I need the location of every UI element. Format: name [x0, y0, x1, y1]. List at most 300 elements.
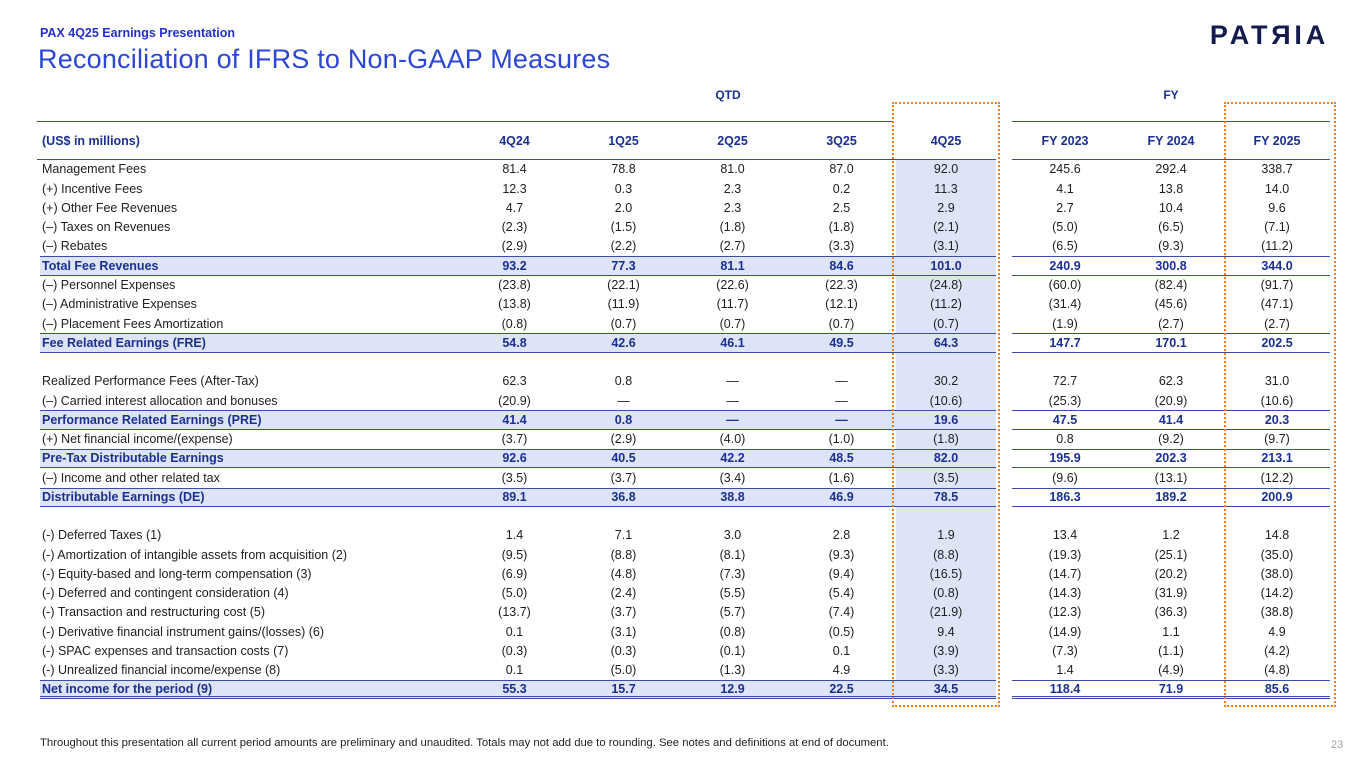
- value-cell: 87.0: [829, 162, 854, 177]
- value-cell: (10.6): [896, 391, 996, 410]
- value-cell: (13.1): [1154, 470, 1188, 485]
- value-cell: —: [835, 412, 848, 427]
- value-cell: (5.5): [719, 586, 746, 601]
- value-cell: (9.5): [501, 547, 528, 562]
- value-cell: 202.5: [1261, 335, 1293, 350]
- value-cell: 46.9: [829, 489, 854, 504]
- value-cell: —: [835, 374, 848, 389]
- column-gap: [996, 199, 1012, 218]
- value-cell: 0.8: [614, 412, 633, 427]
- value-cell: 40.5: [611, 451, 636, 466]
- value-cell: [896, 353, 996, 372]
- value-cell: (3.1): [896, 237, 996, 256]
- value-cell: 300.8: [1155, 258, 1187, 273]
- value-cell: (16.5): [896, 565, 996, 584]
- value-cell: (7.1): [1264, 220, 1290, 235]
- value-cell: (9.7): [1264, 432, 1290, 447]
- column-gap: [996, 526, 1012, 545]
- value-cell: (0.7): [610, 316, 637, 331]
- value-cell: 1.4: [1056, 663, 1074, 678]
- value-cell: (1.6): [828, 470, 855, 485]
- value-cell: (20.9): [498, 393, 531, 408]
- value-cell: (3.3): [828, 239, 855, 254]
- value-cell: (9.2): [1158, 432, 1184, 447]
- value-cell: 186.3: [1049, 489, 1081, 504]
- value-cell: (0.3): [610, 644, 637, 659]
- value-cell: 84.6: [829, 258, 854, 273]
- value-cell: (12.3): [1048, 605, 1082, 620]
- value-cell: (36.3): [1154, 605, 1188, 620]
- table-row: [40, 276, 1330, 295]
- column-gap: [996, 237, 1012, 256]
- group-header-fy: FY: [1163, 88, 1179, 102]
- value-cell: (8.1): [719, 547, 746, 562]
- column-header: 3Q25: [826, 134, 857, 148]
- value-cell: (5.0): [610, 663, 637, 678]
- value-cell: (0.1): [719, 644, 746, 659]
- column-gap: [996, 276, 1012, 295]
- value-cell: (82.4): [1154, 277, 1188, 292]
- value-cell: 292.4: [1155, 162, 1187, 177]
- row-label: (-) Transaction and restructuring cost (5): [42, 605, 265, 620]
- value-cell: (22.1): [607, 277, 640, 292]
- value-cell: 240.9: [1049, 258, 1081, 273]
- value-cell: 0.1: [505, 624, 524, 639]
- value-cell: 7.1: [614, 528, 633, 543]
- value-cell: 2.7: [1056, 200, 1074, 215]
- spacer-row: [40, 507, 1330, 526]
- value-cell: (2.9): [610, 432, 637, 447]
- table-row: [40, 584, 1330, 603]
- column-gap: [996, 430, 1012, 449]
- value-cell: 49.5: [829, 335, 854, 350]
- column-gap: [996, 642, 1012, 661]
- value-cell: 2.0: [614, 200, 633, 215]
- value-cell: 14.8: [1264, 528, 1290, 543]
- value-cell: 41.4: [502, 412, 527, 427]
- value-cell: 101.0: [896, 257, 996, 274]
- value-cell: (11.9): [607, 297, 640, 312]
- value-cell: (3.5): [501, 470, 528, 485]
- value-cell: 48.5: [829, 451, 854, 466]
- value-cell: 30.2: [896, 372, 996, 391]
- value-cell: 147.7: [1049, 335, 1081, 350]
- table-row: [40, 314, 1330, 333]
- value-cell: —: [726, 374, 739, 389]
- value-cell: (3.4): [719, 470, 746, 485]
- value-cell: (21.9): [896, 603, 996, 622]
- value-cell: (8.8): [896, 545, 996, 564]
- value-cell: (0.7): [828, 316, 855, 331]
- value-cell: 42.6: [611, 335, 636, 350]
- value-cell: (24.8): [896, 276, 996, 295]
- table-row: [40, 622, 1330, 641]
- value-cell: (22.6): [716, 277, 749, 292]
- column-header: 4Q25: [930, 134, 962, 148]
- row-label: Performance Related Earnings (PRE): [42, 412, 262, 427]
- disclaimer-text: Throughout this presentation all current period amounts are preliminary and unaudited. Totals may not add due to rounding. See notes and definitions at end of document.: [40, 737, 889, 749]
- value-cell: 20.3: [1264, 412, 1290, 427]
- value-cell: 78.5: [896, 489, 996, 506]
- value-cell: (12.1): [825, 297, 858, 312]
- value-cell: (23.8): [498, 277, 531, 292]
- column-header: 1Q25: [608, 134, 639, 148]
- table-row: [40, 372, 1330, 391]
- column-gap: [996, 333, 1012, 352]
- column-gap: [996, 160, 1012, 179]
- value-cell: 4.9: [832, 663, 851, 678]
- column-gap: [996, 179, 1012, 198]
- value-cell: (11.2): [896, 295, 996, 314]
- value-cell: 12.3: [502, 181, 527, 196]
- value-cell: —: [726, 412, 739, 427]
- value-cell: (2.2): [610, 239, 637, 254]
- value-cell: (1.8): [896, 430, 996, 449]
- table-row: [40, 526, 1330, 545]
- value-cell: 0.1: [505, 663, 524, 678]
- column-header: FY 2023: [1041, 134, 1089, 148]
- value-cell: 195.9: [1049, 451, 1081, 466]
- value-cell: (6.5): [1052, 239, 1078, 254]
- table-row: [40, 661, 1330, 680]
- row-label: (-) Derivative financial instrument gains/(losses) (6): [42, 624, 325, 639]
- value-cell: 41.4: [1158, 412, 1184, 427]
- table-row: [40, 565, 1330, 584]
- value-cell: (9.6): [1052, 470, 1078, 485]
- column-gap: [996, 295, 1012, 314]
- value-cell: 3.0: [723, 528, 742, 543]
- column-gap: [996, 680, 1012, 699]
- column-gap: [996, 314, 1012, 333]
- row-label: (–) Carried interest allocation and bonuses: [42, 393, 278, 408]
- row-label: Fee Related Earnings (FRE): [42, 335, 206, 350]
- value-cell: (2.4): [610, 586, 637, 601]
- value-cell: (1.3): [719, 663, 746, 678]
- value-cell: (10.6): [1260, 393, 1294, 408]
- value-cell: 81.0: [720, 162, 745, 177]
- value-cell: (14.3): [1048, 586, 1082, 601]
- value-cell: (1.0): [828, 432, 855, 447]
- value-cell: 77.3: [611, 258, 636, 273]
- value-cell: 213.1: [1261, 451, 1293, 466]
- column-gap: [996, 603, 1012, 622]
- unit-label: (US$ in millions): [42, 134, 140, 148]
- row-label: Distributable Earnings (DE): [42, 489, 205, 504]
- value-cell: (3.7): [610, 605, 637, 620]
- column-gap: [996, 391, 1012, 410]
- value-cell: (8.8): [610, 547, 637, 562]
- value-cell: (9.4): [828, 566, 855, 581]
- table-row: [40, 237, 1330, 256]
- value-cell: (11.2): [1261, 239, 1293, 254]
- row-label: Total Fee Revenues: [42, 258, 159, 273]
- column-gap: [996, 584, 1012, 603]
- value-cell: (1.8): [828, 220, 855, 235]
- row-label: (–) Income and other related tax: [42, 470, 220, 485]
- value-cell: 81.1: [720, 258, 745, 273]
- table-row: [40, 391, 1330, 410]
- reconciliation-table: [40, 160, 1330, 699]
- row-label: (-) Amortization of intangible assets from acquisition (2): [42, 547, 347, 562]
- value-cell: 10.4: [1158, 200, 1184, 215]
- value-cell: 13.8: [1158, 181, 1184, 196]
- value-cell: 93.2: [502, 258, 527, 273]
- column-gap: [996, 468, 1012, 487]
- column-gap: [996, 449, 1012, 468]
- value-cell: (6.9): [501, 566, 528, 581]
- table-row: [40, 199, 1330, 218]
- table-row: [40, 218, 1330, 237]
- value-cell: (2.7): [719, 239, 746, 254]
- table-row: [40, 160, 1330, 179]
- value-cell: 34.5: [896, 681, 996, 696]
- column-header: FY 2024: [1147, 134, 1195, 148]
- value-cell: (2.7): [1158, 316, 1184, 331]
- value-cell: (31.4): [1048, 297, 1082, 312]
- value-cell: (6.5): [1158, 220, 1184, 235]
- value-cell: (0.7): [719, 316, 746, 331]
- value-cell: 0.2: [832, 181, 851, 196]
- table-row: [40, 410, 1330, 429]
- value-cell: (2.9): [501, 239, 528, 254]
- row-label: (–) Rebates: [42, 239, 108, 254]
- column-gap: [996, 507, 1012, 526]
- value-cell: (11.7): [716, 297, 749, 312]
- table-row: [40, 488, 1330, 507]
- row-label: (+) Incentive Fees: [42, 181, 143, 196]
- value-cell: (2.7): [1264, 316, 1290, 331]
- table-row: [40, 449, 1330, 468]
- row-label: (–) Taxes on Revenues: [42, 220, 171, 235]
- value-cell: 14.0: [1264, 181, 1290, 196]
- page-number: 23: [1331, 739, 1344, 751]
- value-cell: 31.0: [1264, 374, 1290, 389]
- value-cell: (13.8): [498, 297, 531, 312]
- value-cell: (2.1): [896, 218, 996, 237]
- slide-title: Reconciliation of IFRS to Non-GAAP Measures: [38, 44, 611, 74]
- table-row: [40, 333, 1330, 352]
- value-cell: 71.9: [1158, 681, 1184, 696]
- value-cell: (14.2): [1260, 586, 1294, 601]
- value-cell: (5.0): [501, 586, 528, 601]
- value-cell: (4.2): [1264, 644, 1290, 659]
- row-label: (–) Administrative Expenses: [42, 297, 197, 312]
- value-cell: —: [835, 393, 848, 408]
- value-cell: (3.3): [896, 661, 996, 680]
- value-cell: (0.8): [719, 624, 746, 639]
- column-header: 4Q24: [499, 134, 530, 148]
- value-cell: 46.1: [720, 335, 745, 350]
- value-cell: [896, 507, 996, 526]
- value-cell: —: [617, 393, 630, 408]
- column-gap: [996, 372, 1012, 391]
- value-cell: (60.0): [1048, 277, 1082, 292]
- value-cell: 118.4: [1049, 681, 1081, 696]
- value-cell: 9.6: [1268, 200, 1286, 215]
- value-cell: (25.1): [1154, 547, 1188, 562]
- row-label: (+) Other Fee Revenues: [42, 200, 178, 215]
- value-cell: (47.1): [1260, 297, 1294, 312]
- value-cell: 2.5: [832, 200, 851, 215]
- row-label: (-) Deferred Taxes (1): [42, 528, 162, 543]
- value-cell: 1.9: [896, 526, 996, 545]
- value-cell: (5.7): [719, 605, 746, 620]
- value-cell: (2.3): [501, 220, 528, 235]
- value-cell: —: [726, 393, 739, 408]
- value-cell: 92.6: [502, 451, 527, 466]
- value-cell: (3.5): [896, 468, 996, 487]
- row-label: (–) Placement Fees Amortization: [42, 316, 224, 331]
- group-header-qtd: QTD: [715, 88, 741, 102]
- value-cell: (3.1): [610, 624, 637, 639]
- patria-logo: PATЯIA: [1209, 20, 1329, 50]
- value-cell: (0.5): [828, 624, 855, 639]
- value-cell: 0.8: [614, 374, 633, 389]
- value-cell: (7.3): [719, 566, 746, 581]
- value-cell: 38.8: [720, 489, 745, 504]
- value-cell: (45.6): [1154, 297, 1188, 312]
- value-cell: 55.3: [502, 681, 527, 696]
- value-cell: 72.7: [1052, 374, 1078, 389]
- row-label: (-) Equity-based and long-term compensation (3): [42, 566, 312, 581]
- value-cell: 85.6: [1264, 681, 1290, 696]
- value-cell: (9.3): [1158, 239, 1184, 254]
- value-cell: 62.3: [1158, 374, 1184, 389]
- column-header: 2Q25: [717, 134, 748, 148]
- column-header-row: [40, 123, 1330, 159]
- value-cell: (38.0): [1260, 566, 1294, 581]
- column-gap: [996, 545, 1012, 564]
- value-cell: (20.2): [1154, 566, 1188, 581]
- row-label: (-) SPAC expenses and transaction costs (7): [42, 644, 289, 659]
- column-gap: [996, 353, 1012, 372]
- value-cell: (91.7): [1260, 277, 1294, 292]
- value-cell: (14.9): [1048, 624, 1082, 639]
- value-cell: 2.3: [723, 200, 742, 215]
- value-cell: 9.4: [896, 622, 996, 641]
- value-cell: (1.5): [610, 220, 637, 235]
- table-row: [40, 642, 1330, 661]
- row-label: (+) Net financial income/(expense): [42, 432, 233, 447]
- value-cell: (19.3): [1048, 547, 1082, 562]
- value-cell: 202.3: [1155, 451, 1187, 466]
- table-row: [40, 295, 1330, 314]
- value-cell: (4.8): [610, 566, 637, 581]
- value-cell: 1.4: [505, 528, 524, 543]
- value-cell: 0.8: [1056, 432, 1074, 447]
- value-cell: (7.3): [1052, 644, 1078, 659]
- value-cell: (0.7): [896, 314, 996, 333]
- value-cell: (3.7): [501, 432, 528, 447]
- table-row: [40, 545, 1330, 564]
- value-cell: (5.0): [1052, 220, 1078, 235]
- value-cell: 170.1: [1155, 335, 1187, 350]
- value-cell: 2.3: [723, 181, 742, 196]
- value-cell: 81.4: [502, 162, 527, 177]
- column-gap: [996, 218, 1012, 237]
- value-cell: (31.9): [1154, 586, 1188, 601]
- value-cell: 42.2: [720, 451, 745, 466]
- value-cell: 344.0: [1261, 258, 1293, 273]
- column-header: FY 2025: [1253, 134, 1301, 148]
- row-label: (-) Unrealized financial income/expense (8): [42, 663, 281, 678]
- value-cell: 2.9: [896, 199, 996, 218]
- value-cell: 4.1: [1056, 181, 1074, 196]
- column-gap: [996, 256, 1012, 275]
- row-label: Pre-Tax Distributable Earnings: [42, 451, 224, 466]
- value-cell: (38.8): [1260, 605, 1294, 620]
- value-cell: 200.9: [1261, 489, 1293, 504]
- value-cell: (0.8): [501, 316, 528, 331]
- value-cell: 19.6: [896, 411, 996, 428]
- value-cell: 36.8: [611, 489, 636, 504]
- value-cell: (25.3): [1048, 393, 1082, 408]
- table-row: [40, 603, 1330, 622]
- value-cell: 47.5: [1052, 412, 1078, 427]
- value-cell: 12.9: [720, 681, 745, 696]
- value-cell: (3.9): [896, 642, 996, 661]
- value-cell: 245.6: [1049, 162, 1081, 177]
- value-cell: (35.0): [1260, 547, 1294, 562]
- value-cell: 0.3: [614, 181, 633, 196]
- value-cell: (14.7): [1048, 566, 1082, 581]
- value-cell: 78.8: [611, 162, 636, 177]
- value-cell: 2.8: [832, 528, 851, 543]
- value-cell: (5.4): [828, 586, 855, 601]
- value-cell: 1.1: [1162, 624, 1180, 639]
- value-cell: (1.1): [1158, 644, 1184, 659]
- value-cell: (7.4): [828, 605, 855, 620]
- table-row: [40, 468, 1330, 487]
- value-cell: (4.0): [719, 432, 746, 447]
- table-row: [40, 256, 1330, 275]
- value-cell: 4.9: [1268, 624, 1286, 639]
- value-cell: (1.8): [719, 220, 746, 235]
- value-cell: 89.1: [502, 489, 527, 504]
- table-row: [40, 430, 1330, 449]
- value-cell: 82.0: [896, 450, 996, 467]
- value-cell: 1.2: [1162, 528, 1180, 543]
- value-cell: (20.9): [1154, 393, 1188, 408]
- column-gap: [996, 123, 1012, 159]
- value-cell: 64.3: [896, 334, 996, 351]
- value-cell: (0.3): [501, 644, 528, 659]
- value-cell: (12.2): [1260, 470, 1294, 485]
- value-cell: (13.7): [498, 605, 531, 620]
- column-gap: [996, 488, 1012, 507]
- value-cell: 54.8: [502, 335, 527, 350]
- value-cell: (9.3): [828, 547, 855, 562]
- row-label: Management Fees: [42, 162, 147, 177]
- row-label: Realized Performance Fees (After-Tax): [42, 374, 259, 389]
- value-cell: 4.7: [505, 200, 524, 215]
- value-cell: (4.9): [1158, 663, 1184, 678]
- column-gap: [996, 565, 1012, 584]
- row-label: (-) Deferred and contingent consideration (4): [42, 586, 289, 601]
- value-cell: 62.3: [502, 374, 527, 389]
- spacer-row: [40, 353, 1330, 372]
- value-cell: (4.8): [1264, 663, 1290, 678]
- column-gap: [996, 661, 1012, 680]
- value-cell: 13.4: [1052, 528, 1078, 543]
- value-cell: 189.2: [1155, 489, 1187, 504]
- table-row: [40, 680, 1330, 699]
- value-cell: 92.0: [896, 160, 996, 179]
- value-cell: 22.5: [829, 681, 854, 696]
- value-cell: 0.1: [832, 644, 851, 659]
- presentation-eyebrow: PAX 4Q25 Earnings Presentation: [40, 26, 235, 40]
- value-cell: (1.9): [1052, 316, 1078, 331]
